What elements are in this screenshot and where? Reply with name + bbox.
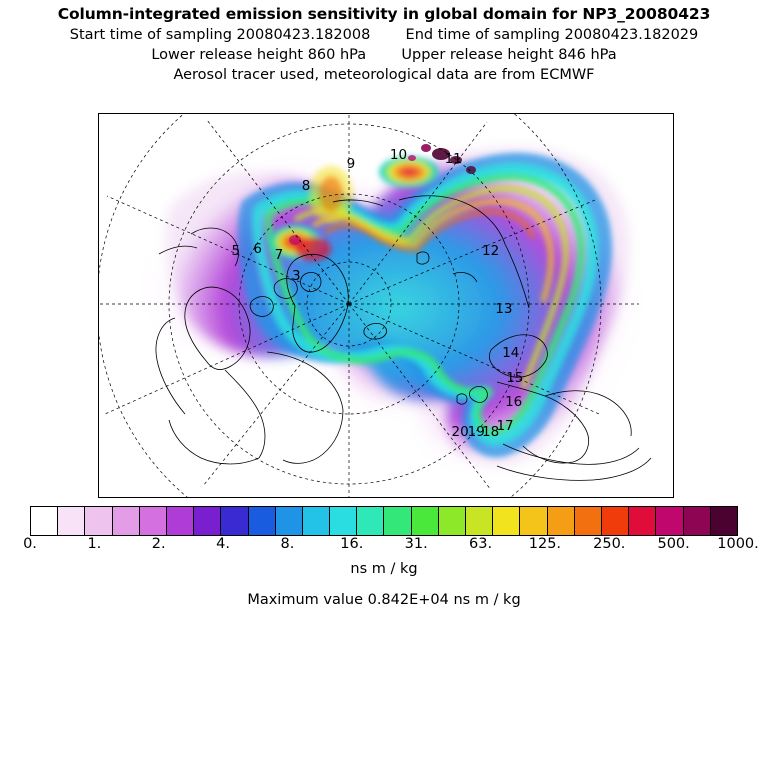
colorbar-tick-label: 500. [657,536,690,552]
colorbar-swatch [167,507,194,535]
colorbar-swatch [303,507,330,535]
colorbar-swatch [31,507,58,535]
colorbar-swatch [711,507,737,535]
colorbar-swatch [629,507,656,535]
trajectory-point-label: 16 [505,394,523,411]
colorbar-swatch [493,507,520,535]
colorbar [30,506,738,536]
trajectory-point-label: 17 [496,418,514,435]
map-panel [98,113,674,498]
colorbar-units-label: ns m / kg [350,561,418,577]
colorbar-tick-label: 0. [23,536,37,552]
colorbar-swatch [276,507,303,535]
colorbar-swatch [548,507,575,535]
trajectory-point-label: 9 [346,156,356,173]
colorbar-swatch [357,507,384,535]
colorbar-tick-labels [0,536,768,556]
trajectory-point-label: 3 [291,268,301,284]
figure-header [0,0,768,83]
trajectory-point-label: 6 [253,241,262,258]
trajectory-point-label: 18 [482,423,500,440]
colorbar-swatch [249,507,276,535]
colorbar-tick-label: 63. [469,536,493,552]
colorbar-swatch [140,507,167,535]
trajectory-point-label: 15 [506,370,524,387]
trajectory-point-label: 11 [444,150,462,167]
colorbar-swatch [602,507,629,535]
colorbar-tick-label: 250. [593,536,626,552]
trajectory-point-label: 10 [389,146,408,163]
colorbar-tick-label: 31. [404,536,428,552]
lower-release-label: Lower release height 860 hPa [151,47,367,63]
colorbar-tick-label: 8. [280,536,295,552]
colorbar-swatch [113,507,140,535]
colorbar-swatch [575,507,602,535]
colorbar-tick-label: 1000. [717,536,759,552]
colorbar-swatch [384,507,411,535]
colorbar-tick-label: 125. [528,536,562,552]
trajectory-point-label: 20 [451,423,469,440]
trajectory-point-label: 5 [231,242,241,259]
start-time-label: Start time of sampling 20080423.182008 [69,27,371,43]
colorbar-cells [30,506,738,536]
colorbar-swatch [520,507,547,535]
tracer-note-label: Aerosol tracer used, meteorological data are from ECMWF [173,67,595,83]
colorbar-swatch [656,507,683,535]
colorbar-tick-label: 1. [87,536,102,552]
trajectory-point-label: 14 [502,345,520,361]
trajectory-point-label: 19 [467,423,485,440]
colorbar-swatch [58,507,85,535]
colorbar-tick-label: 2. [151,536,166,552]
trajectory-point-label: 12 [482,242,500,259]
release-height-line [0,47,768,63]
colorbar-swatch [330,507,357,535]
colorbar-swatch [439,507,466,535]
colorbar-swatch [85,507,112,535]
maximum-value-label: Maximum value 0.842E+04 ns m / kg [247,592,521,608]
sampling-times-line [0,27,768,43]
colorbar-swatch [412,507,439,535]
page-title: Column-integrated emission sensitivity in global domain for NP3_20080423 [57,5,711,23]
end-time-label: End time of sampling 20080423.182029 [405,27,699,43]
trajectory-point-label: 13 [495,300,513,317]
colorbar-swatch [194,507,221,535]
colorbar-swatch [684,507,711,535]
colorbar-tick-label: 16. [340,536,364,552]
map-plot [99,114,673,497]
colorbar-tick-label: 4. [216,536,230,552]
trajectory-point-label: 8 [301,177,311,194]
trajectory-point-label: 7 [274,246,284,263]
colorbar-swatch [466,507,493,535]
colorbar-swatch [221,507,248,535]
upper-release-label: Upper release height 846 hPa [401,47,617,63]
